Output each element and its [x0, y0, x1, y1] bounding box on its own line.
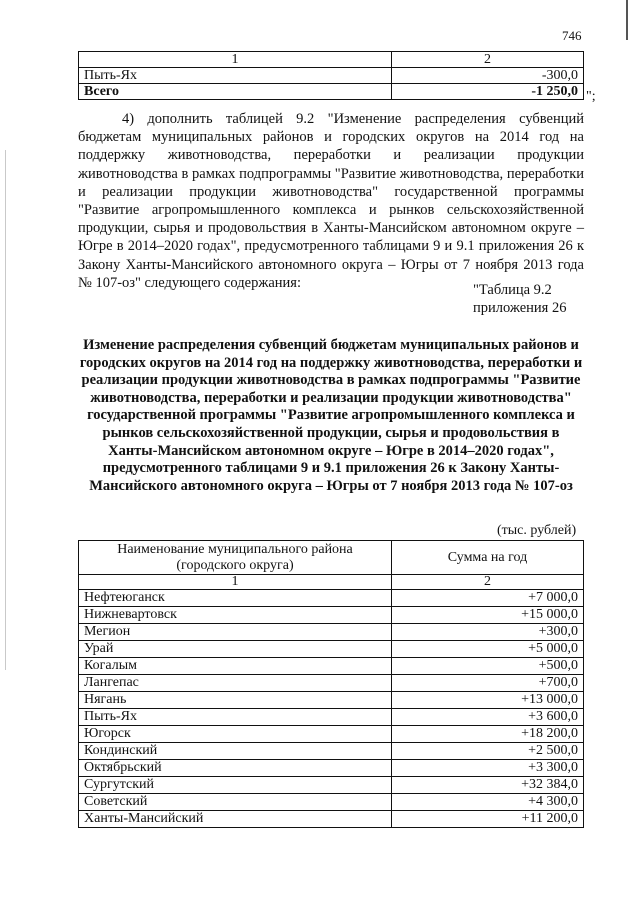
- table-header-row: [79, 541, 584, 575]
- column-number-2: 2: [392, 52, 584, 68]
- row-value: +3 600,0: [392, 709, 584, 726]
- row-value: +15 000,0: [392, 607, 584, 624]
- table-row: [79, 811, 584, 828]
- table-row: [79, 777, 584, 794]
- table-row: [79, 760, 584, 777]
- table-row: [79, 743, 584, 760]
- page-number: 746: [562, 28, 582, 43]
- row-name: Советский: [79, 794, 392, 811]
- row-value: +18 200,0: [392, 726, 584, 743]
- row-value: +3 300,0: [392, 760, 584, 777]
- row-name: Когалым: [79, 658, 392, 675]
- row-value: +4 300,0: [392, 794, 584, 811]
- row-name: Сургутский: [79, 777, 392, 794]
- column-number-1: 1: [79, 575, 392, 590]
- row-value: +300,0: [392, 624, 584, 641]
- amendment-paragraph: [78, 110, 584, 292]
- row-name: Ханты-Мансийский: [79, 811, 392, 828]
- table-row: [79, 794, 584, 811]
- row-name: Лангепас: [79, 675, 392, 692]
- row-value: +700,0: [392, 675, 584, 692]
- row-name: Югорск: [79, 726, 392, 743]
- row-value: -300,0: [392, 68, 584, 84]
- distribution-table: [78, 540, 584, 828]
- caption-line-2: приложения 26: [473, 300, 567, 317]
- scan-edge-mark-right: [626, 0, 628, 40]
- row-name: Пыть-Ях: [79, 68, 392, 84]
- header-municipality: Наименование муниципального района (городского округа): [79, 541, 392, 575]
- table-row: [79, 68, 584, 84]
- row-value: +5 000,0: [392, 641, 584, 658]
- row-value: -1 250,0: [392, 84, 584, 100]
- caption-line-1: "Таблица 9.2: [473, 282, 552, 298]
- row-name: Урай: [79, 641, 392, 658]
- row-value: +7 000,0: [392, 590, 584, 607]
- table-row: [79, 692, 584, 709]
- top-table: [78, 51, 584, 100]
- table-header-row: [79, 52, 584, 68]
- table-caption: [473, 281, 566, 317]
- table-row: [79, 675, 584, 692]
- table-row: [79, 624, 584, 641]
- table-row: [79, 726, 584, 743]
- table-row: [79, 607, 584, 624]
- row-name: Всего: [79, 84, 392, 100]
- row-name: Октябрьский: [79, 760, 392, 777]
- column-number-1: 1: [79, 52, 392, 68]
- table-row: [79, 590, 584, 607]
- units-label: (тыс. рублей): [497, 523, 577, 538]
- row-value: +2 500,0: [392, 743, 584, 760]
- paragraph-text: 4) дополнить таблицей 9.2 "Изменение распределения субвенций бюджетам муниципальных районов и городских округов на 2014 год на поддержку животноводства, переработки и реализации продукции животноводства в рамках подпрограммы "Развитие животноводства, переработки и реализации продукции животноводства" государственной программы "Развитие агропромышленного комплекса и рынков сельскохозяйственной продукции, сырья и продовольствия в Ханты-Мансийском автономном округе – Югре в 2014–2020 годах", предусмотренного таблицами 9 и 9.1 приложения 26 к Закону Ханты-Мансийского автономного округа – Югры от 7 ноября 2013 года № 107-оз" следующего содержания:: [78, 111, 584, 291]
- row-value: +32 384,0: [392, 777, 584, 794]
- table-row: [79, 641, 584, 658]
- row-value: +13 000,0: [392, 692, 584, 709]
- row-name: Пыть-Ях: [79, 709, 392, 726]
- row-value: +500,0: [392, 658, 584, 675]
- table-row: [79, 709, 584, 726]
- row-value: +11 200,0: [392, 811, 584, 828]
- scan-edge-mark: [5, 150, 6, 670]
- header-amount: Сумма на год: [392, 541, 584, 575]
- row-name: Мегион: [79, 624, 392, 641]
- column-number-row: [79, 575, 584, 590]
- table-row-total: [79, 84, 584, 100]
- row-name: Кондинский: [79, 743, 392, 760]
- table-title: Изменение распределения субвенций бюджетам муниципальных районов и городских округов на 2014 год на поддержку животноводства, переработки и реализации продукции животноводства в рамках подпрограммы "Развитие животноводства, переработки и реализации продукции животноводства" государственной программы "Развитие агропромышленного комплекса и рынков сельскохозяйственной продукции, сырья и продовольствия в Ханты-Мансийском автономном округе – Югре в 2014–2020 годах", предусмотренного таблицами 9 и 9.1 приложения 26 к Закону Ханты-Мансийского автономного округа – Югры от 7 ноября 2013 года № 107-оз: [79, 337, 583, 494]
- row-name: Нягань: [79, 692, 392, 709]
- table-row: [79, 658, 584, 675]
- column-number-2: 2: [392, 575, 584, 590]
- closing-quote-suffix: ";: [586, 89, 596, 104]
- row-name: Нижневартовск: [79, 607, 392, 624]
- row-name: Нефтеюганск: [79, 590, 392, 607]
